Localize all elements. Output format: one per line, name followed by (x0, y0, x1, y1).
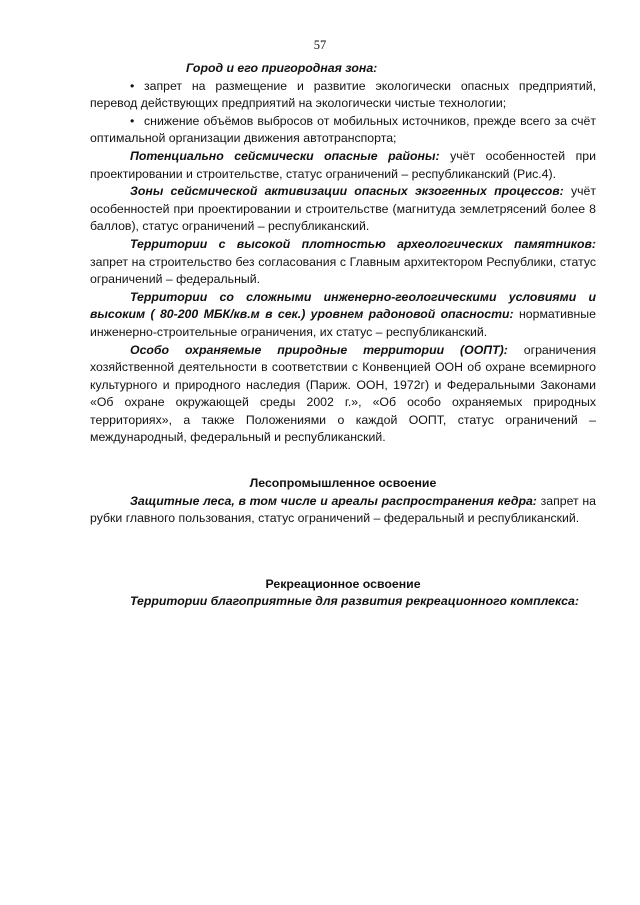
paragraph-text: ограничения хозяйственной деятельности в соответствии с Конвенцией ООН об охране всемирного культурного и природного наследия (Париж. ООН, 1972г) и Федеральными Законами «Об охране окружающей среды 2002 г.», «Об особо охраняемых природных территориях», а также Положениями о каждой ООПТ, статус ограничений – международный, федеральный и республиканский. (90, 342, 596, 445)
list-item-text: снижение объёмов выбросов от мобильных источников, прежде всего за счёт оптимальной организации движения автотранспорта; (90, 113, 596, 146)
paragraph-exogenous-zones (90, 183, 596, 236)
paragraph-text: нормативные инженерно-строительные ограничения, их статус – республиканский. (90, 307, 596, 339)
list-item (90, 78, 596, 113)
paragraph-protected-areas (90, 342, 596, 448)
paragraph-term: Особо охраняемые природные территории (ООПТ): (130, 342, 508, 357)
paragraph-text: запрет на рубки главного пользования, статус ограничений – федеральный и республиканский. (90, 493, 596, 526)
paragraph-archaeology (90, 236, 596, 289)
section-title-recreation: Рекреационное освоение (265, 576, 421, 591)
paragraph-text: учёт особенностей при проектировании и строительстве, статус ограничений – республиканский (Рис.4). (90, 148, 596, 181)
paragraph-term: Потенциально сейсмически опасные районы: (130, 148, 440, 163)
paragraph-text: запрет на строительство без согласования с Главным архитектором Республики, статус ограничений – федеральный. (90, 254, 596, 287)
paragraph-seismic-areas (90, 148, 596, 183)
page-content (90, 60, 596, 611)
paragraph-term: Защитные леса, в том числе и ареалы распространения кедра: (130, 493, 537, 508)
paragraph-radon (90, 289, 596, 342)
paragraph-term: Территории со сложными инженерно-геологическими условиями и высоким ( 80-200 МБК/кв.м в сек.) уровнем радоновой опасности: (90, 289, 596, 322)
paragraph-recreation-territories (90, 593, 596, 611)
bullet-icon: • (130, 113, 135, 128)
city-zone-heading: Город и его пригородная зона: (186, 61, 378, 75)
paragraph-term: Территории благоприятные для развития рекреационного комплекса: (130, 594, 579, 609)
page-number: 57 (313, 38, 327, 52)
list-item (90, 113, 596, 148)
section-title-forest: Лесопромышленное освоение (249, 476, 437, 491)
paragraph-term: Зоны сейсмической активизации опасных экзогенных процессов: (130, 184, 564, 199)
bullet-icon: • (130, 78, 135, 93)
paragraph-protective-forests (90, 493, 596, 528)
paragraph-term: Территории с высокой плотностью археологических памятников: (130, 236, 596, 251)
paragraph-text: учёт особенностей при проектировании и строительстве (магнитуда землетрясений более 8 баллов), статус ограничений – республиканский. (90, 184, 596, 234)
list-item-text: запрет на размещение и развитие экологически опасных предприятий, перевод действующих предприятий на экологически чистые технологии; (90, 78, 596, 111)
